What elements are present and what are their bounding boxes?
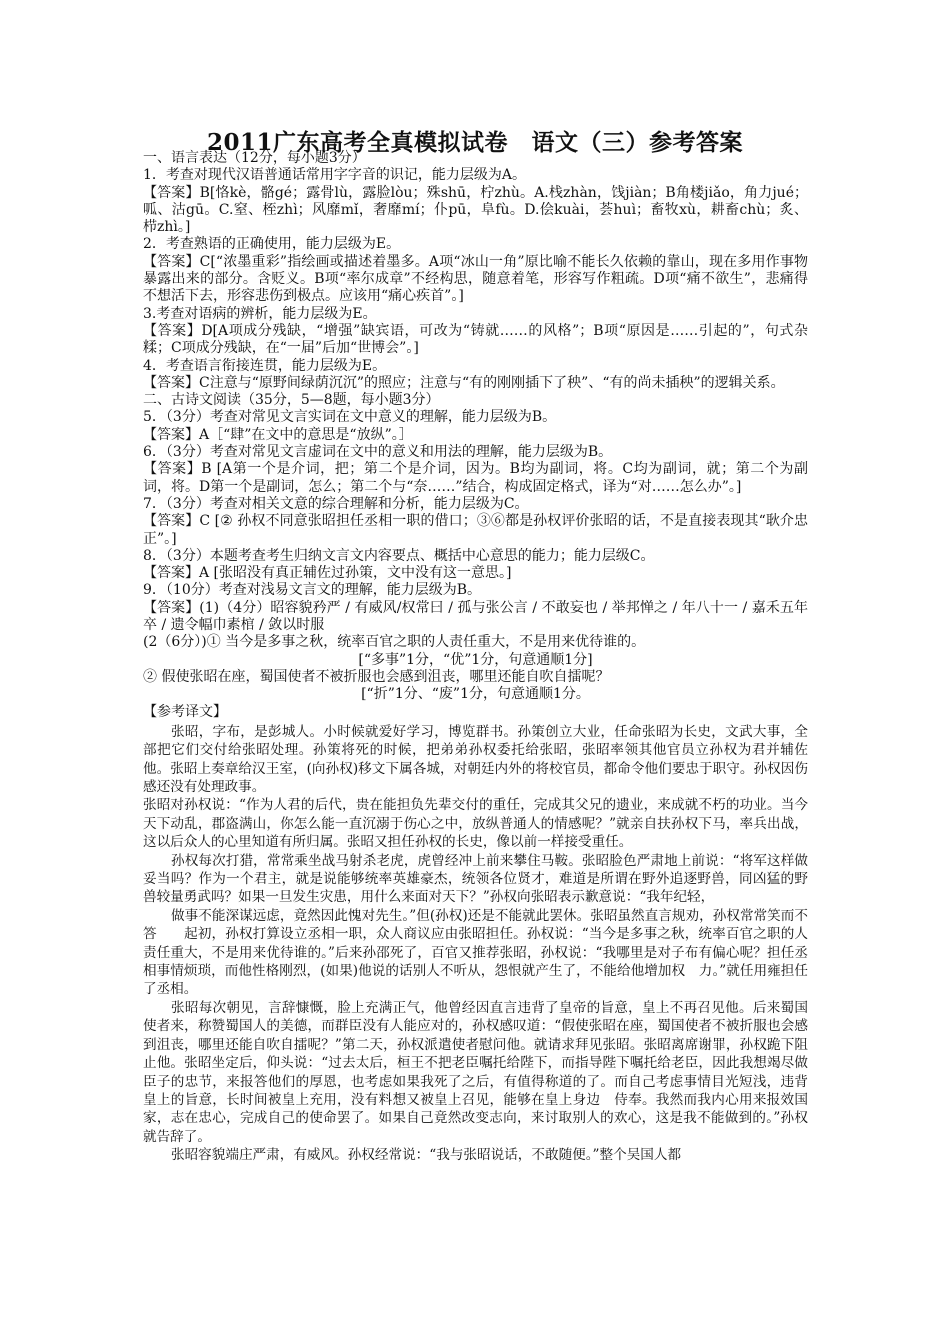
answer-2: 【答案】C[“浓墨重彩”指绘画或描述着墨多。A项“冰山一角”原比喻不能长久依赖的靠山，现在多用作事物暴露出来的部分。含贬义。B项“率尔成章”不经构思，随意着笔，形容写作粗疏。D项“痛不欲生”，悲痛得不想活下去，形容悲伤到极点。应该用“痛心疾首”。] [143, 253, 808, 305]
translation-text [143, 723, 808, 1165]
score-note-2: [“折”1分、“废”1分，句意通顺1分。 [361, 686, 590, 703]
question-4: 4．考查语言衔接连贯，能力层级为E。 [143, 357, 387, 374]
question-5: 5．（3分）考查对常见文言实词在文中意义的理解，能力层级为B。 [143, 409, 557, 426]
answer-6: 【答案】B [A第一个是介词，把；第二个是介词，因为。B均为副词，将。C均为副词，就；第二个为副词，将。D第一个是副词，怎么；第二个与“奈……”结合，构成固定格式，译为“对……怎么办”。] [143, 461, 808, 495]
translation-paragraph: 张昭，字布，是彭城人。小时候就爱好学习，博览群书。孙策创立大业，任命张昭为长史，文武大事，全部把它们交付给张昭处理。孙策将死的时候，把弟弟孙权委托给张昭，张昭率领其他官员立孙权为君并辅佐他。张昭上奏章给汉王室，(向孙权)移文下属各城，对朝廷内外的将校官员，都命令他们要忠于职守。孙权因伤感还没有处理政事。 [143, 723, 808, 796]
answer-9-part-1: 【答案】(1)（4分）昭容貌矜严 / 有威风/权常曰 / 孤与张公言 / 不敢妄也 / 举邦惮之 / 年八十一 / 嘉禾五年卒 / 遗令幅巾素棺 / 敛以时服 [143, 599, 808, 634]
answer-9-part-2a: (2（6分）)① 当今是多事之秋，统率百官之职的人责任重大，不是用来优待谁的。 [143, 634, 646, 651]
document-body [143, 150, 808, 1165]
section-heading-classics: 二、古诗文阅读（35分，5—8题，每小题3分） [143, 392, 440, 409]
translation-paragraph: 张昭每次朝见，言辞慷慨，脸上充满正气，他曾经因直言违背了皇帝的旨意，皇上不再召见他。后来蜀国使者来，称赞蜀国人的美德，而群臣没有人能应对的，孙权感叹道：“假使张昭在座，蜀国使者不被折服也会感到沮丧，哪里还能自吹自擂呢？”第二天，孙权派遣使者慰问他。就请求拜见张昭。张昭离席谢罪，孙权跪下阻止他。张昭坐定后，仰头说：“过去太后，桓王不把老臣嘱托给陛下，而指导陛下嘱托给老臣，因此我想竭尽做臣子的忠节，来报答他们的厚恩，也考虑如果我死了之后，有值得称道的了。而自己考虑事情目光短浅，违背皇上的旨意，长时间被皇上充用，没有料想又被皇上召见，能够在皇上身边 侍奉。我然而我内心用来报效国家，志在忠心，完成自己的使命罢了。如果自己竟然改变志向，来讨取别人的欢心，这是我不能做到的。”孙权就告辞了。 [143, 999, 808, 1145]
answer-9-part-2b: ② 假使张昭在座，蜀国使者不被折服也会感到沮丧，哪里还能自吹自擂呢？ [143, 668, 610, 685]
answer-7: 【答案】C [② 孙权不同意张昭担任丞相一职的借口；③⑥都是孙权评价张昭的话，不是直接表现其“耿介忠正”。] [143, 513, 808, 547]
question-7: 7．（3分）考查对相关文意的综合理解和分析，能力层级为C。 [143, 495, 529, 512]
question-9: 9．（10分）考查对浅易文言文的理解，能力层级为B。 [143, 582, 482, 599]
translation-paragraph: 孙权每次打猎，常常乘坐战马射杀老虎，虎曾经冲上前来攀住马鞍。张昭脸色严肃地上前说：“将军这样做妥当吗？作为一个君主，就是说能够统率英雄豪杰，统领各位贤才，难道是所谓在野外追逐野兽，同凶猛的野兽较量勇武吗？如果一旦发生灾患，用什么来面对天下？”孙权向张昭表示歉意说：“我年纪轻， [143, 852, 808, 906]
section-heading-language: 一、语言表达（12分，每小题3分） [143, 150, 366, 166]
answer-5: 【答案】A［“肆”在文中的意思是“放纵”。］ [143, 426, 413, 443]
question-6: 6．（3分）考查对常见文言虚词在文中的意义和用法的理解，能力层级为B。 [143, 444, 613, 461]
translation-heading: 【参考译文】 [143, 703, 227, 720]
answer-4: 【答案】C注意与“原野间绿荫沉沉”的照应；注意与“有的刚刚插下了秧”、“有的尚未插秧”的逻辑关系。 [143, 374, 785, 391]
question-1: 1．考查对现代汉语普通话常用字字音的识记，能力层级为A。 [143, 167, 527, 184]
document-title: 2011广东高考全真模拟试卷 语文（三）参考答案 [206, 129, 743, 156]
score-note-1: [“多事”1分，“优”1分，句意通顺1分] [358, 651, 593, 668]
translation-paragraph: 张昭对孙权说：“作为人君的后代，贵在能担负先辈交付的重任，完成其父兄的遗业，来成就不朽的功业。当今天下动乱，郡盗满山，你怎么能一直沉溺于伤心之中，放纵普通人的情感呢？”就亲自扶孙权下马，率兵出战，这以后众人的心里知道有所归属。张昭又担任孙权的长史，像以前一样接受重任。 [143, 797, 808, 851]
translation-paragraph: 张昭容貌端庄严肃，有威风。孙权经常说：“我与张昭说话，不敢随便。”整个吴国人都 [171, 1147, 682, 1164]
answer-8: 【答案】A [张昭没有真正辅佐过孙策，文中没有这一意思。] [143, 565, 512, 582]
answer-1: 【答案】B[恪kè，骼gé；露骨lù，露脸lòu；殊shū，柠zhù。A.栈zhàn，饯jiàn；B角楼jiǎo，角力jué；呱、沽gū。C.窒、桎zhì；风靡mǐ，奢靡mí；仆pū，阜fù。D.侩kuài，荟huì；畜牧xù，耕畜chù；炙、栉zhì。] [143, 184, 808, 236]
answer-3: 【答案】D[A项成分残缺，“增强”缺宾语，可改为“铸就……的风格”；B项“原因是……引起的”，句式杂糅；C项成分残缺，在“一届”后加“世博会”。] [143, 322, 808, 357]
translation-paragraph: 做事不能深谋远虑，竟然因此愧对先生。”但(孙权)还是不能就此罢休。张昭虽然直言规劝，孙权常常笑而不答 起初，孙权打算设立丞相一职，众人商议应由张昭担任。孙权说：“当今是多事之秋，统率百官之职的人责任重大，不是用来优待谁的。”后来孙邵死了，百官又推荐张昭，孙权说：“我哪里是对子布有偏心呢？担任丞相事情烦琐，而他性格刚烈，(如果)他说的话别人不听从，怨恨就产生了，不能给他增加权 力。”就任用雍担任了丞相。 [143, 907, 808, 998]
question-8: 8．（3分）本题考查考生归纳文言文内容要点、概括中心意思的能力；能力层级C。 [143, 547, 655, 564]
question-2: 2．考查熟语的正确使用，能力层级为E。 [143, 236, 401, 253]
question-3: 3.考查对语病的辨析，能力层级为E。 [143, 305, 377, 322]
